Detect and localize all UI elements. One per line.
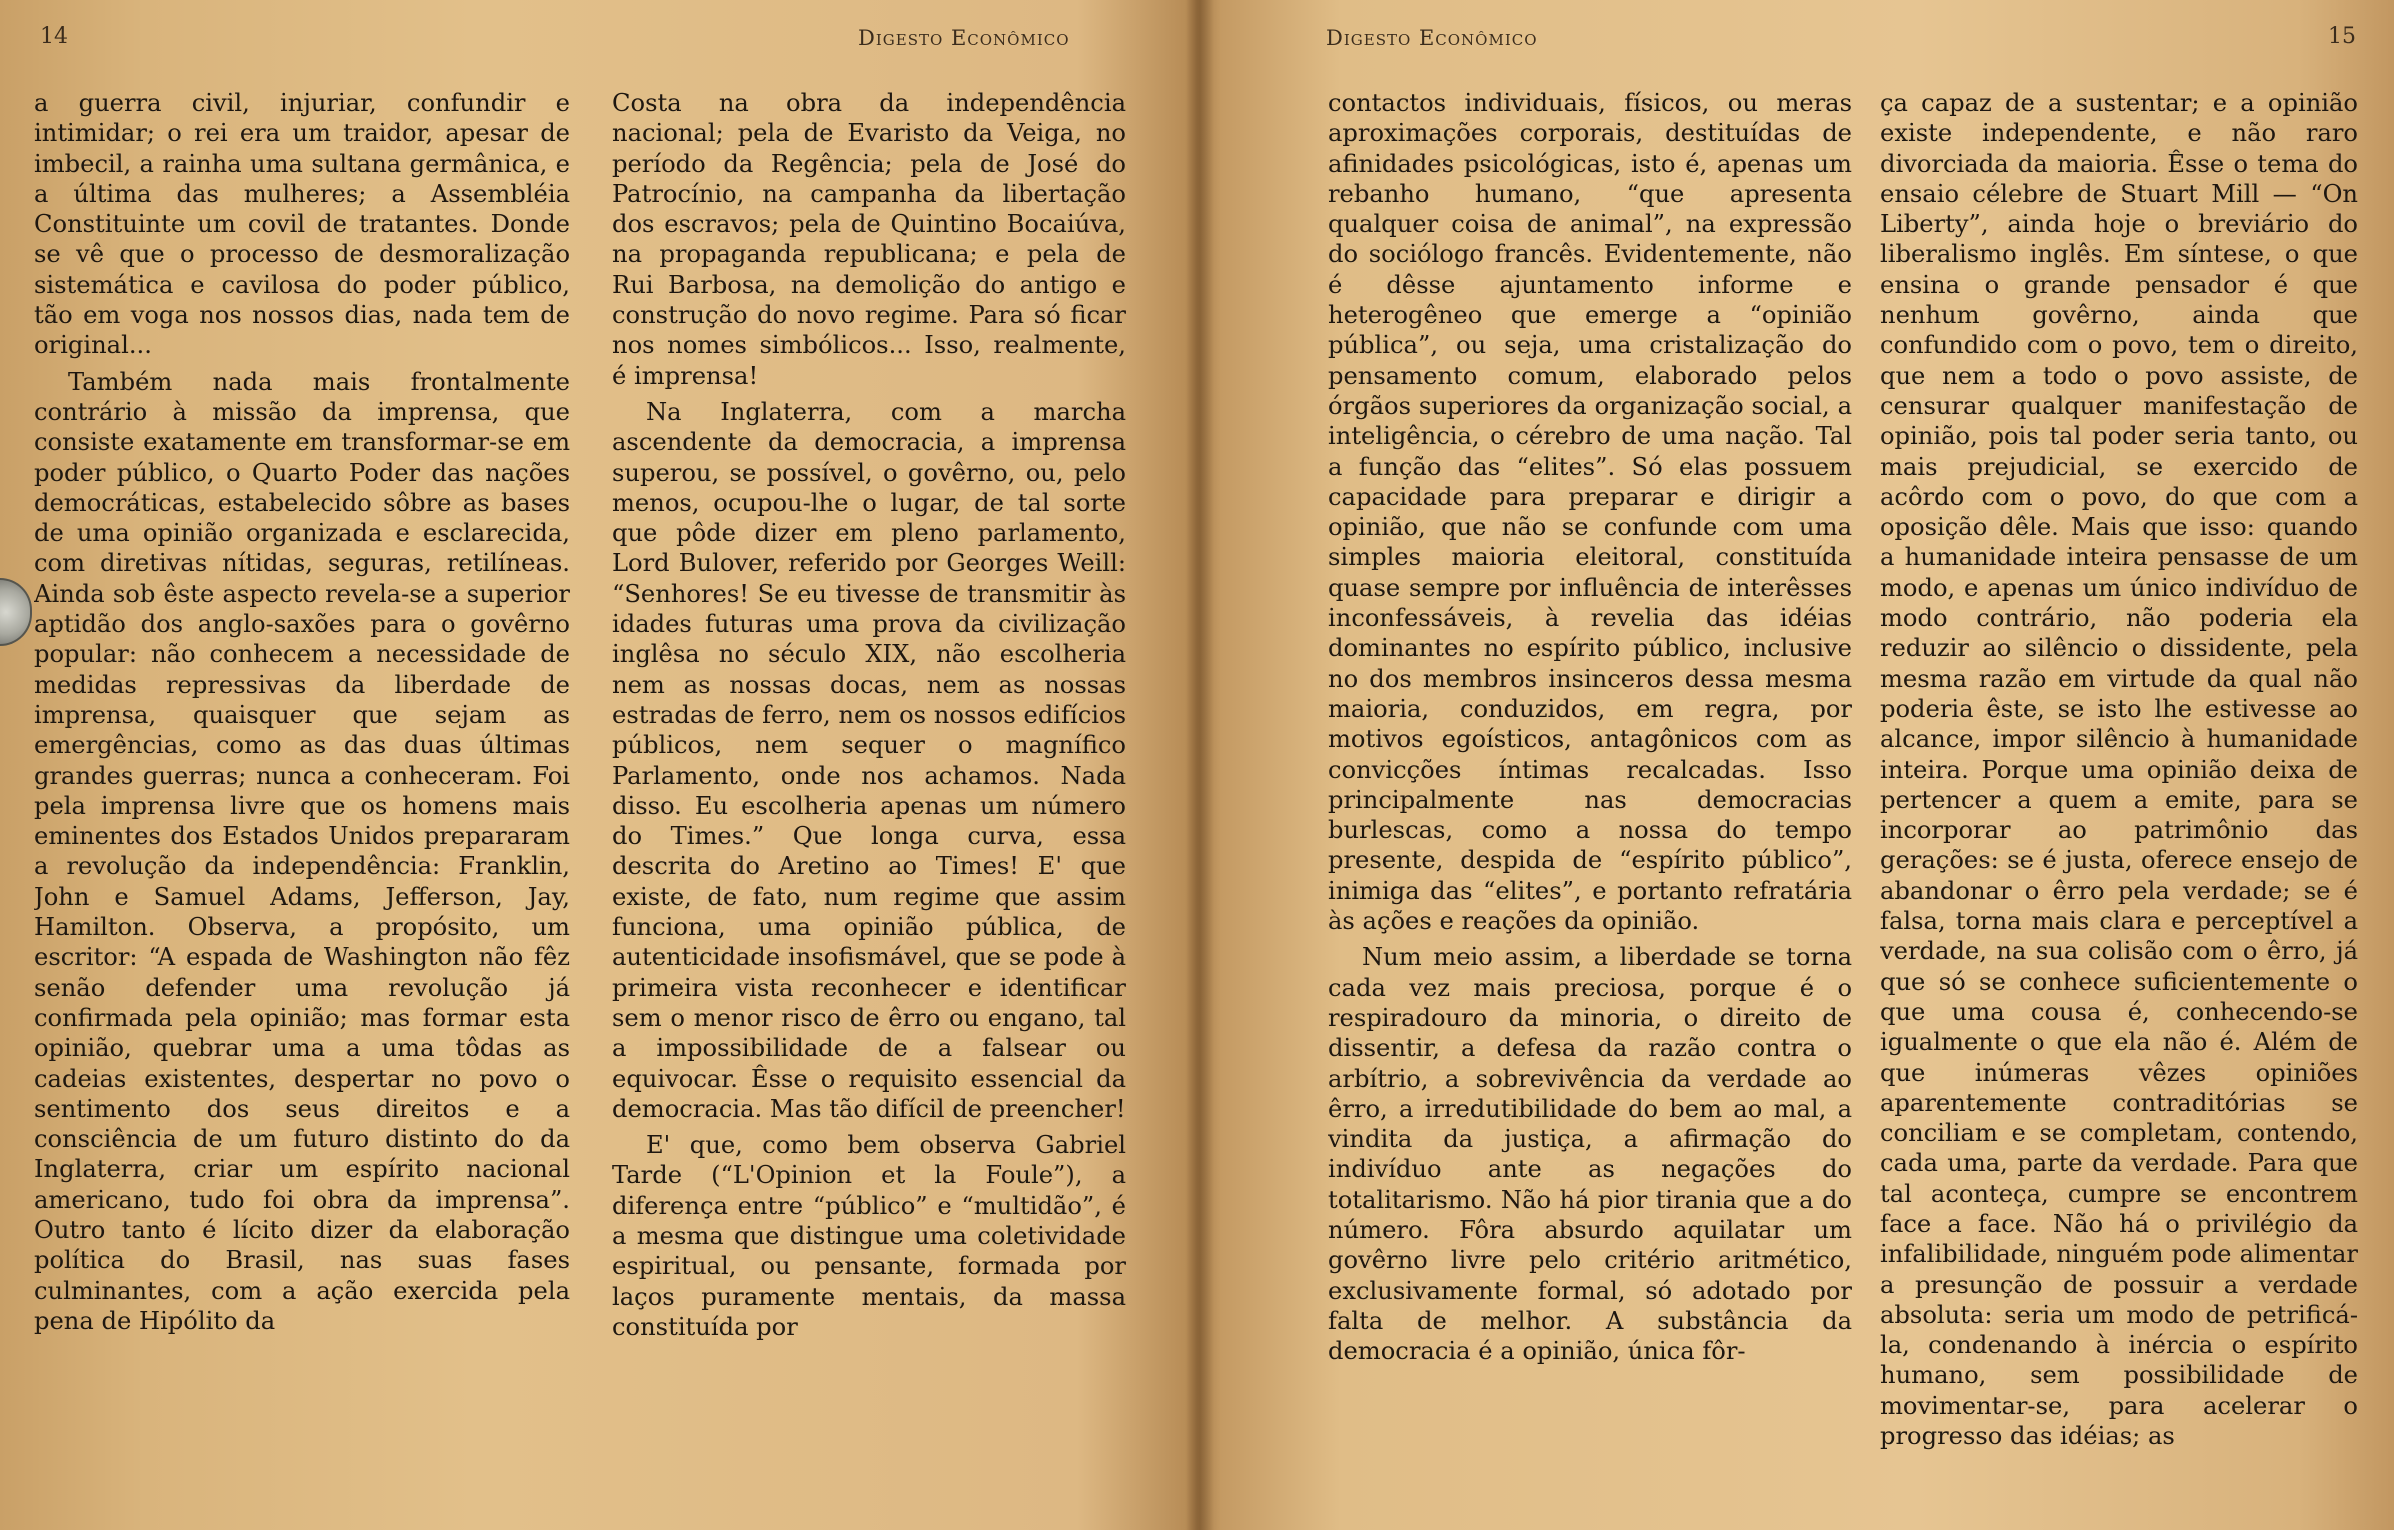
right-column-2 [1880,88,2358,1468]
paragraph: contactos individuais, físicos, ou meras aproximações corporais, destituídas de afinidades psicológicas, isto é, apenas um rebanho humano, “que apresenta qualquer coisa de animal”, na expressão do sociólogo francês. Evidentemente, não é dêsse ajuntamento informe e heterogêneo que emerge a “opinião pública”, ou seja, uma cristalização do pensamento comum, elaborado pelos órgãos superiores da organização social, a inteligência, o cérebro de uma nação. Tal a função das “elites”. Só elas possuem capacidade para preparar e dirigir a opinião, que não se confunde com uma simples maioria eleitoral, constituída quase sempre por influência de interêsses inconfessáveis, à revelia das idéias dominantes no espírito público, inclusive no dos membros insinceros dessa mesma maioria, conduzidos, em regra, por motivos egoísticos, antagônicos com as convicções íntimas recalcadas. Isso principalmente nas democracias burlescas, como a nossa do tempo presente, despida de “espírito público”, inimiga das “elites”, e portanto refratária às ações e reações da opinião. [1328,89,1852,936]
paragraph: Também nada mais frontalmente contrário à missão da imprensa, que consiste exatamente em transformar-se em poder público, o Quarto Poder das nações democráticas, estabelecido sôbre as bases de uma opinião organizada e esclarecida, com diretivas nítidas, seguras, retilíneas. Ainda sob êste aspecto revela-se a superior aptidão dos anglo-saxões para o govêrno popular: não conhecem a necessidade de medidas repressivas da liberdade de imprensa, quaisquer que sejam as emergências, como as das duas últimas grandes guerras; nunca a conheceram. Foi pela imprensa livre que os homens mais eminentes dos Estados Unidos prepararam a revolução da independência: Franklin, John e Samuel Adams, Jefferson, Jay, Hamilton. Observa, a propósito, um escritor: “A espada de Washington não fêz senão defender uma revolução já confirmada pela opinião; mas formar esta opinião, quebrar uma a uma tôdas as cadeias existentes, despertar no povo o sentimento dos seus direitos e a consciência de um futuro distinto do da Inglaterra, criar um espírito nacional americano, tudo foi obra da imprensa”. Outro tanto é lícito dizer da elaboração política do Brasil, nas suas fases culminantes, com a ação exercida pela pena de Hipólito da [34,367,570,1335]
right-page-number: 15 [2328,24,2356,49]
right-running-header: Digesto Econômico [1326,26,1538,50]
left-column-2 [612,88,1126,1468]
left-running-header: Digesto Econômico [858,26,1070,50]
left-page-number: 14 [40,24,68,49]
paragraph: Num meio assim, a liberdade se torna cada vez mais preciosa, porque é o respiradouro da minoria, o direito de dissentir, a defesa da razão contra o arbítrio, a sobrevivência da verdade ao êrro, a irredutibilidade do bem ao mal, a vindita da justiça, a afirmação do indivíduo ante as negações do totalitarismo. Não há pior tirania que a do número. Fôra absurdo aquilatar um govêrno livre pelo critério aritmético, exclusivamente formal, só adotado por falta de melhor. A substância da democracia é a opinião, única fôr- [1328,943,1852,1366]
paragraph: E' que, como bem observa Gabriel Tarde (“L'Opinion et la Foule”), a diferença entre “público” e “multidão”, é a mesma que distingue uma coletividade espiritual, ou pensante, formada por laços puramente mentais, da massa constituída por [612,1131,1126,1341]
paragraph: Costa na obra da independência nacional; pela de Evaristo da Veiga, no período da Regência; pela de José do Patrocínio, na campanha da libertação dos escravos; pela de Quintino Bocaiúva, na propaganda republicana; e pela de Rui Barbosa, na demolição do antigo e construção do novo regime. Para só ficar nos nomes simbólicos... Isso, realmente, é imprensa! [612,89,1126,390]
right-page [1200,0,2394,1530]
paragraph: Na Inglaterra, com a marcha ascendente da democracia, a imprensa superou, se possível, o govêrno, ou, pelo menos, ocupou-lhe o lugar, de tal sorte que pôde dizer em pleno parlamento, Lord Bulover, referido por Georges Weill: “Senhores! Se eu tivesse de transmitir às idades futuras uma prova da civilização inglêsa no século XIX, não escolheria nem as nossas docas, nem as nossas estradas de ferro, nem os nossos edifícios públicos, nem sequer o magnífico Parlamento, onde nos achamos. Nada disso. Eu escolheria apenas um número do Times.” Que longa curva, essa descrita do Aretino ao Times! E' que existe, de fato, num regime que assim funciona, uma opinião pública, de autenticidade insofismável, que se pode à primeira vista reconhecer e identificar sem o menor risco de êrro ou engano, tal a impossibilidade de a falsear ou equivocar. Êsse o requisito essencial da democracia. Mas tão difícil de preencher! [612,397,1126,1123]
left-column-1 [34,88,570,1468]
right-column-1 [1328,88,1852,1468]
paragraph: ça capaz de a sustentar; e a opinião existe independente, e não raro divorciada da maioria. Êsse o tema do ensaio célebre de Stuart Mill — “On Liberty”, ainda hoje o breviário do liberalismo inglês. Em síntese, o que ensina o grande pensador é que nenhum govêrno, ainda que confundido com o povo, tem o direito, que nem a todo o povo assiste, de censurar qualquer manifestação de opinião, pois tal poder seria tanto, ou mais prejudicial, se exercido de acôrdo com o povo, do que com a oposição dêle. Mais que isso: quando a humanidade inteira pensasse de um modo, e apenas um único indivíduo de modo contrário, não poderia ela reduzir ao silêncio o dissidente, pela mesma razão em virtude da qual não poderia êste, se isto lhe estivesse ao alcance, impor silêncio à humanidade inteira. Porque uma opinião deixa de pertencer a quem a emite, para se incorporar ao patrimônio das gerações: se é justa, oferece ensejo de abandonar o êrro pela verdade; se é falsa, torna mais clara e perceptível a verdade, na sua colisão com o êrro, já que só se conhece suficientemente o que uma cousa é, conhecendo-se igualmente o que ela não é. Além de que inúmeras vêzes opiniões aparentemente contraditórias se conciliam e se completam, contendo, cada uma, parte da verdade. Para que tal aconteça, cumpre se encontrem face a face. Não há o privilégio da infalibilidade, ninguém pode alimentar a presunção de possuir a verdade absoluta: seria um modo de petrificá-la, condenando à inércia o espírito humano, sem possibilidade de movimentar-se, para acelerar o progresso das idéias; as [1880,89,2358,1451]
thumbtack-icon [0,578,32,646]
paragraph: a guerra civil, injuriar, confundir e intimidar; o rei era um traidor, apesar de imbecil, a rainha uma sultana germânica, e a última das mulheres; a Assembléia Constituinte um covil de tratantes. Donde se vê que o processo de desmoralização sistemática e cavilosa do poder público, tão em voga nos nossos dias, nada tem de original... [34,89,570,360]
